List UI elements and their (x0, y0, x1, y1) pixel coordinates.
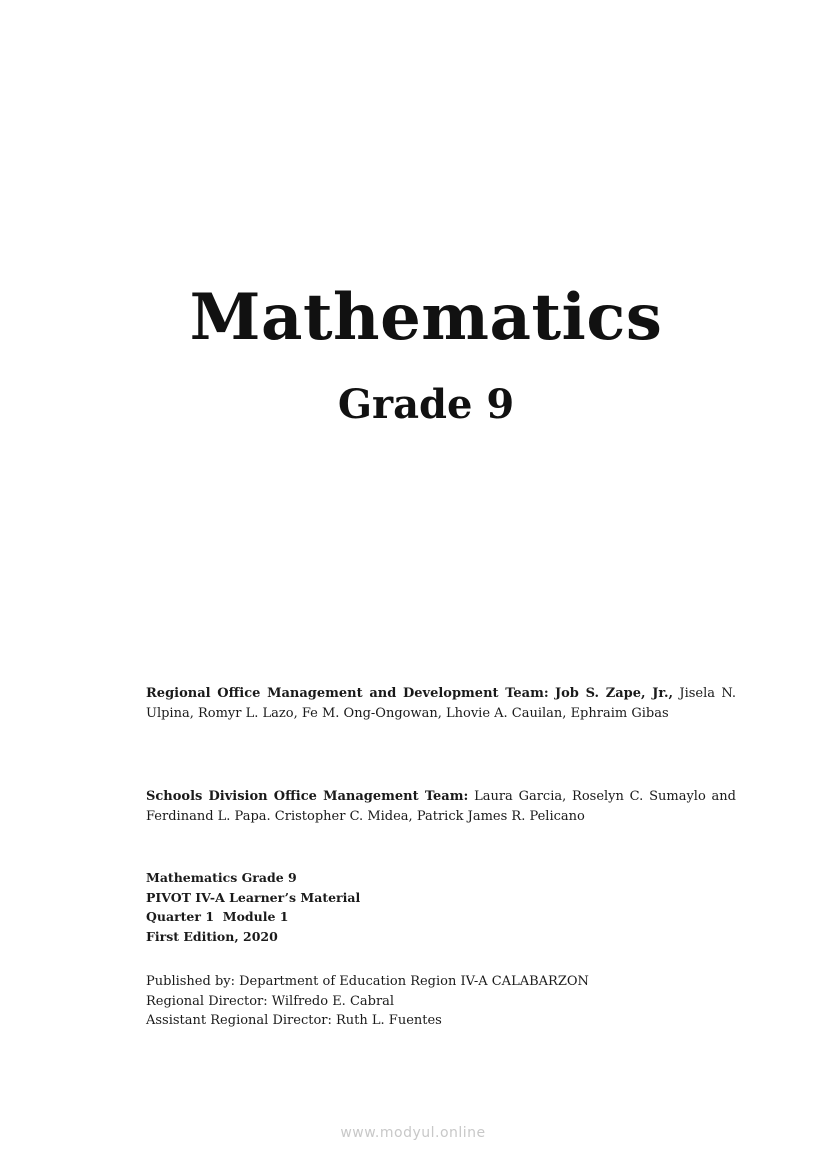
publisher-line: Published by: Department of Education Region IV-A CALABARZON (146, 974, 589, 989)
material-type: PIVOT IV-A Learner’s Material (146, 889, 361, 905)
material-subject: Mathematics Grade 9 (146, 870, 297, 885)
regional-team-credits (146, 684, 736, 723)
material-quarter-module: Quarter 1 Module 1 (146, 909, 289, 924)
assistant-director-line: Assistant Regional Director: Ruth L. Fuentes (146, 1013, 442, 1028)
watermark-text: www.modyul.online (340, 1125, 486, 1141)
regional-team-lead-names: Job S. Zape, Jr., (554, 686, 674, 701)
regional-team-names: Jisela N. Ulpina, Romyr L. Lazo, Fe M. Ong-Ongowan, Lhovie A. Cauilan, Ephraim Gibas (146, 686, 737, 721)
regional-director-line: Regional Director: Wilfredo E. Cabral (146, 993, 395, 1009)
material-info (146, 868, 736, 946)
division-team-label: Schools Division Office Management Team: (146, 789, 469, 804)
regional-team-label: Regional Office Management and Development Team: (146, 686, 549, 701)
page-title: Mathematics (189, 280, 663, 355)
material-edition: First Edition, 2020 (146, 928, 278, 944)
page-subtitle: Grade 9 (337, 381, 515, 428)
publisher-info (146, 972, 736, 1031)
division-team-credits (146, 787, 736, 826)
division-team-names: Laura Garcia, Roselyn C. Sumaylo and Ferdinand L. Papa. Cristopher C. Midea, Patrick James R. Pelicano (146, 789, 737, 824)
